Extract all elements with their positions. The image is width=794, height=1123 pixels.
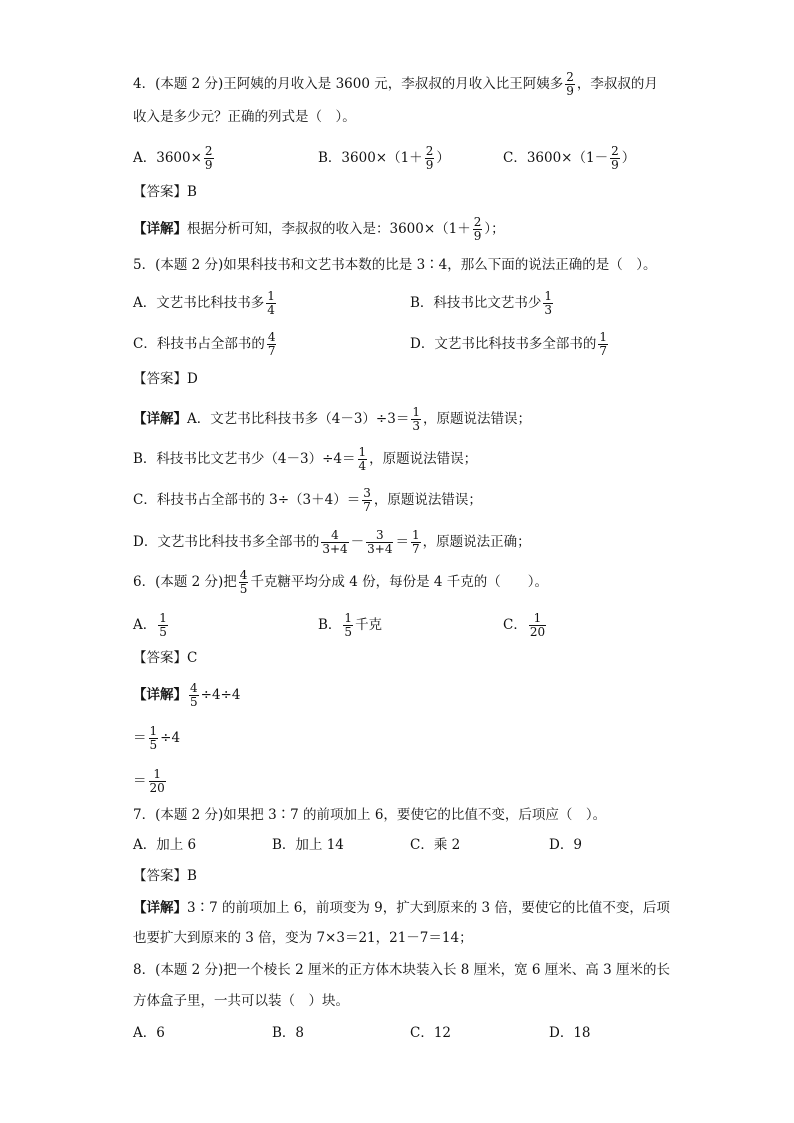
fraction xyxy=(411,529,421,556)
q5-detail-c xyxy=(133,487,482,514)
detail-text: C．科技书占全部书的 3÷（3＋4）＝ xyxy=(133,492,361,508)
fraction xyxy=(473,216,483,243)
fraction-numerator: 1 xyxy=(544,289,553,303)
fraction-numerator: 3 xyxy=(363,486,371,500)
fraction-denominator: 5 xyxy=(149,738,158,752)
q5-answer: 【答案】D xyxy=(133,371,198,387)
q7-detail-line1 xyxy=(133,898,670,918)
detail-text-end: ，原题说法正确； xyxy=(422,534,531,550)
q4-stem-line1 xyxy=(133,71,658,98)
minus-sign: － xyxy=(350,534,365,550)
q8-option-c: C．12 xyxy=(410,1025,452,1041)
fraction xyxy=(610,145,620,172)
detail-text: 根据分析可知，李叔叔的收入是：3600×（1＋ xyxy=(187,221,471,237)
fraction-denominator: 3 xyxy=(412,419,420,433)
option-text-end: 千克 xyxy=(355,617,383,633)
fraction xyxy=(189,682,199,709)
fraction-denominator: 7 xyxy=(267,344,276,358)
fraction-numerator: 1 xyxy=(533,611,542,625)
q5-option-a xyxy=(133,290,278,317)
q7-detail-line2: 也要扩大到原来的 3 倍，变为 7×3＝21，21－7＝14； xyxy=(133,930,473,946)
q5-detail-b xyxy=(133,446,477,473)
q5-option-b xyxy=(410,290,555,317)
fraction-numerator: 3 xyxy=(376,528,384,542)
fraction xyxy=(358,446,368,473)
option-text: A．3600× xyxy=(133,150,202,166)
fraction-denominator: 20 xyxy=(529,625,546,639)
fraction-numerator: 2 xyxy=(566,70,574,84)
fraction-denominator: 3+4 xyxy=(322,542,348,556)
detail-label: 【详解】 xyxy=(133,221,187,237)
q6-option-c xyxy=(503,612,548,639)
q8-option-a: A．6 xyxy=(133,1025,165,1041)
fraction-numerator: 1 xyxy=(267,289,275,303)
fraction-denominator: 5 xyxy=(239,582,248,596)
option-text-end: ） xyxy=(621,150,636,166)
fraction xyxy=(158,612,168,639)
fraction-denominator: 5 xyxy=(344,625,353,639)
fraction xyxy=(204,145,214,172)
q6-detail-step1 xyxy=(133,682,240,709)
fraction-numerator: 2 xyxy=(473,215,482,229)
fraction xyxy=(425,145,435,172)
fraction xyxy=(529,612,546,639)
fraction xyxy=(149,768,166,795)
detail-text: D．文艺书比科技书多全部书的 xyxy=(133,534,320,550)
fraction-numerator: 1 xyxy=(159,611,167,625)
option-text: B． xyxy=(318,617,342,633)
q4-option-a xyxy=(133,145,216,172)
detail-text: ÷4÷4 xyxy=(200,687,241,703)
option-text-end: ） xyxy=(436,150,450,166)
detail-label: 【详解】 xyxy=(133,411,187,427)
q6-detail-step3 xyxy=(133,768,168,795)
q5-option-c xyxy=(133,331,278,358)
q4-stem-text-end: ，李叔叔的月 xyxy=(576,76,658,92)
q7-option-a: A．加上 6 xyxy=(133,837,197,853)
fraction-denominator: 9 xyxy=(566,84,574,98)
q4-option-b xyxy=(318,145,450,172)
fraction-denominator: 9 xyxy=(611,158,619,172)
fraction-denominator: 7 xyxy=(411,542,420,556)
q4-option-c xyxy=(503,145,635,172)
q4-stem-line2: 收入是多少元？正确的列式是（ ）。 xyxy=(133,109,356,125)
fraction-denominator: 3 xyxy=(544,303,553,317)
stem-text-end: 千克糖平均分成 4 份，每份是 4 千克的（ ）。 xyxy=(250,574,549,590)
q6-stem xyxy=(133,569,548,596)
option-text: C．3600×（1－ xyxy=(503,150,609,166)
fraction-numerator: 1 xyxy=(358,445,367,459)
fraction-denominator: 7 xyxy=(363,500,371,514)
equals-sign: ＝ xyxy=(133,773,147,789)
fraction-numerator: 4 xyxy=(331,528,339,542)
fraction-numerator: 2 xyxy=(611,144,619,158)
fraction xyxy=(598,331,608,358)
fraction xyxy=(362,487,372,514)
fraction-numerator: 4 xyxy=(239,568,248,582)
fraction xyxy=(543,290,553,317)
fraction xyxy=(267,331,277,358)
option-text: C． xyxy=(503,617,527,633)
option-text: C．科技书占全部书的 xyxy=(133,336,265,352)
q5-option-d xyxy=(410,331,610,358)
fraction xyxy=(366,529,393,556)
fraction-denominator: 5 xyxy=(159,625,167,639)
q6-option-b xyxy=(318,612,382,639)
detail-text-end: ）； xyxy=(484,221,505,237)
q4-detail xyxy=(133,216,505,243)
fraction-numerator: 1 xyxy=(599,330,607,344)
fraction xyxy=(149,725,159,752)
q7-stem: 7．(本题 2 分)如果把 3∶7 的前项加上 6，要使它的比值不变，后项应（ ）。 xyxy=(133,807,607,823)
fraction-denominator: 4 xyxy=(358,459,367,473)
q8-stem-line2: 方体盒子里，一共可以装（ ）块。 xyxy=(133,993,349,1009)
fraction xyxy=(321,529,348,556)
q7-answer: 【答案】B xyxy=(133,868,197,884)
q7-option-c: C．乘 2 xyxy=(410,837,461,853)
fraction xyxy=(266,290,276,317)
q7-option-b: B．加上 14 xyxy=(272,837,344,853)
fraction-denominator: 5 xyxy=(190,695,198,709)
detail-text: A．文艺书比科技书多（4－3）÷3＝ xyxy=(187,411,410,427)
fraction-denominator: 9 xyxy=(425,158,434,172)
fraction-denominator: 9 xyxy=(473,229,482,243)
fraction-numerator: 2 xyxy=(204,144,213,158)
q8-option-b: B．8 xyxy=(272,1025,305,1041)
option-text: A． xyxy=(133,617,157,633)
q5-detail-a xyxy=(133,406,531,433)
fraction-denominator: 9 xyxy=(204,158,213,172)
detail-label: 【详解】 xyxy=(133,900,187,916)
detail-text-end: ，原题说法错误； xyxy=(369,451,478,467)
stem-text: 6．(本题 2 分)把 xyxy=(133,574,237,590)
fraction xyxy=(411,406,421,433)
option-text: D．文艺书比科技书多全部书的 xyxy=(410,336,597,352)
q4-stem-fraction xyxy=(565,71,575,98)
q6-detail-step2 xyxy=(133,725,180,752)
fraction xyxy=(343,612,353,639)
detail-label: 【详解】 xyxy=(133,687,187,703)
q6-answer: 【答案】C xyxy=(133,650,198,666)
equals-sign: ＝ xyxy=(395,534,409,550)
q4-answer: 【答案】B xyxy=(133,184,197,200)
fraction-denominator: 3+4 xyxy=(367,542,393,556)
fraction-numerator: 4 xyxy=(267,330,276,344)
fraction xyxy=(239,569,249,596)
option-text: A．文艺书比科技书多 xyxy=(133,295,265,311)
detail-text-end: ，原题说法错误； xyxy=(373,492,482,508)
fraction-numerator: 1 xyxy=(344,611,353,625)
option-text: B．科技书比文艺书少 xyxy=(410,295,542,311)
detail-text-end: ，原题说法错误； xyxy=(422,411,531,427)
detail-text: ÷4 xyxy=(160,730,181,746)
fraction-numerator: 1 xyxy=(412,405,420,419)
fraction-numerator: 4 xyxy=(190,681,198,695)
fraction-numerator: 1 xyxy=(411,528,420,542)
fraction-numerator: 1 xyxy=(149,724,158,738)
q8-stem-line1: 8．(本题 2 分)把一个棱长 2 厘米的正方体木块装入长 8 厘米，宽 6 厘米、高 3 厘米的长 xyxy=(133,962,670,978)
detail-text: 3∶7 的前项加上 6，前项变为 9，扩大到原来的 3 倍，要使它的比值不变，后项 xyxy=(187,900,670,916)
q4-stem-text: 4．(本题 2 分)王阿姨的月收入是 3600 元，李叔叔的月收入比王阿姨多 xyxy=(133,76,564,92)
fraction-denominator: 20 xyxy=(149,781,165,795)
detail-text: B．科技书比文艺书少（4－3）÷4＝ xyxy=(133,451,356,467)
q5-stem: 5．(本题 2 分)如果科技书和文艺书本数的比是 3∶4，那么下面的说法正确的是（ ）。 xyxy=(133,257,657,273)
q8-option-d: D．18 xyxy=(549,1025,591,1041)
fraction-numerator: 1 xyxy=(153,767,161,781)
q6-option-a xyxy=(133,612,170,639)
fraction-numerator: 2 xyxy=(425,144,434,158)
equals-sign: ＝ xyxy=(133,730,147,746)
q5-detail-d xyxy=(133,529,531,556)
option-text: B．3600×（1＋ xyxy=(318,150,423,166)
fraction-denominator: 7 xyxy=(599,344,607,358)
fraction-denominator: 4 xyxy=(267,303,275,317)
q7-option-d: D．9 xyxy=(549,837,582,853)
